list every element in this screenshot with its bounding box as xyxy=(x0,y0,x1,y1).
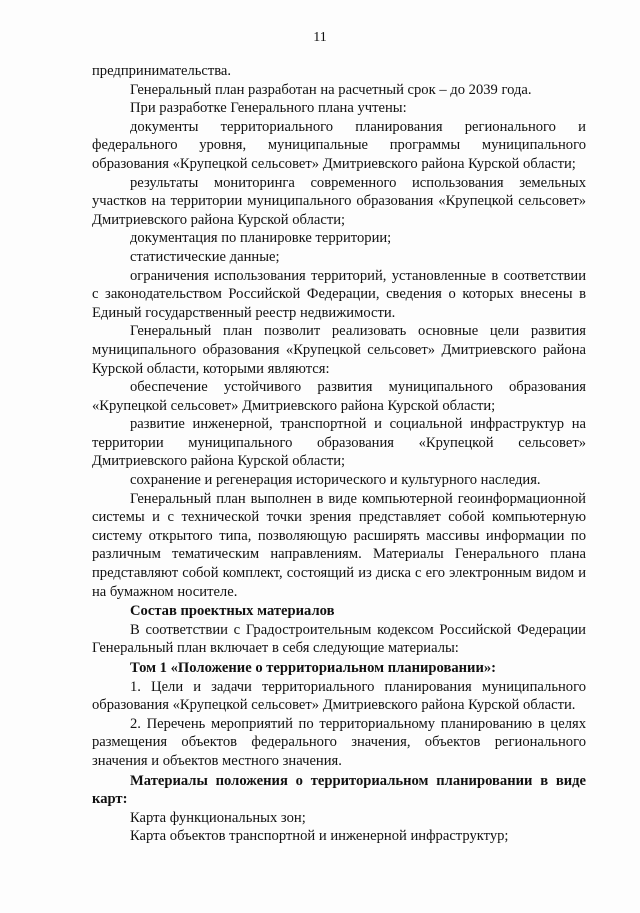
subsection-heading: Материалы положения о территориальном планировании в виде карт: xyxy=(92,772,586,808)
document-body xyxy=(92,62,586,846)
list-item: 1. Цели и задачи территориального планирования муниципального образования «Крупецкой сельсовет» Дмитриевского района Курской области. xyxy=(92,678,586,714)
list-item: развитие инженерной, транспортной и социальной инфраструктур на территории муниципального образования «Крупецкой сельсовет» Дмитриевского района Курской области; xyxy=(92,416,586,470)
list-item: Карта функциональных зон; xyxy=(130,809,306,826)
paragraph: предпринимательства. xyxy=(92,63,232,79)
paragraph: В соответствии с Градостроительным кодексом Российской Федерации Генеральный план включает в себя следующие материалы: xyxy=(92,621,586,657)
list-item: Карта объектов транспортной и инженерной инфраструктур; xyxy=(130,828,509,845)
list-item: статистические данные; xyxy=(130,248,280,265)
paragraph: Генеральный план разработан на расчетный срок – до 2039 года. xyxy=(130,81,532,98)
list-item: документы территориального планирования регионального и федерального уровня, муниципальные программы муниципального образования «Крупецкой сельсовет» Дмитриевского района Курской области; xyxy=(92,118,586,172)
list-item: обеспечение устойчивого развития муниципального образования «Крупецкой сельсовет» Дмитриевского района Курской области; xyxy=(92,379,586,414)
list-item: результаты мониторинга современного использования земельных участков на территории муниципального образования «Крупецкой сельсовет» Дмитриевского района Курской области; xyxy=(92,174,586,228)
page-number: 11 xyxy=(313,30,327,45)
list-item: ограничения использования территорий, установленные в соответствии с законодательством Российской Федерации, сведения о которых внесены в Единый государственный реестр недвижимости. xyxy=(92,267,586,321)
list-item: документация по планировке территории; xyxy=(130,230,392,247)
paragraph: Генеральный план выполнен в виде компьютерной геоинформационной системы и с технической точки зрения представляет собой компьютерную систему открытого типа, позволяющую расширять массивы информации по различным тематическим направлениям. Материалы Генерального плана представляют собой комплект, состоящий из диска с его электронным видом и на бумажном носителе. xyxy=(92,490,586,600)
list-item: сохранение и регенерация исторического и культурного наследия. xyxy=(130,472,541,489)
section-heading: Состав проектных материалов xyxy=(130,603,335,620)
paragraph: При разработке Генерального плана учтены: xyxy=(130,100,407,117)
list-item: 2. Перечень мероприятий по территориальному планированию в целях размещения объектов федерального значения, объектов регионального значения и объектов местного значения. xyxy=(92,715,586,769)
volume-heading: Том 1 «Положение о территориальном планировании»: xyxy=(130,660,497,676)
paragraph: Генеральный план позволит реализовать основные цели развития муниципального образования «Крупецкой сельсовет» Дмитриевского района Курской области, которыми являются: xyxy=(92,323,586,377)
